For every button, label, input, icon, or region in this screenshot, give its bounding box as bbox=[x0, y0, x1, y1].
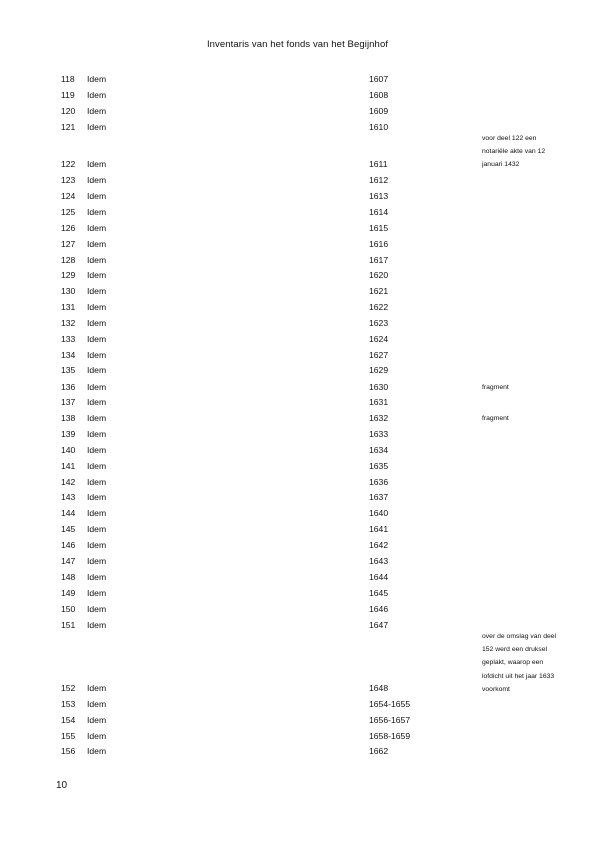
inventory-description: Idem bbox=[87, 524, 107, 534]
inventory-description: Idem bbox=[87, 397, 107, 407]
inventory-year: 1643 bbox=[369, 556, 389, 566]
inventory-number: 134 bbox=[61, 350, 76, 360]
inventory-description: Idem bbox=[87, 223, 107, 233]
inventory-year: 1630 bbox=[369, 382, 389, 392]
page-number: 10 bbox=[56, 780, 68, 791]
inventory-year: 1644 bbox=[369, 572, 389, 582]
inventory-year: 1629 bbox=[369, 365, 389, 375]
inventory-description: Idem bbox=[87, 492, 107, 502]
note-line: lofdicht uit het jaar 1633 bbox=[482, 672, 555, 680]
note-line: notariële akte van 12 bbox=[482, 148, 546, 156]
note-152 bbox=[482, 630, 582, 696]
inventory-description: Idem bbox=[87, 508, 107, 518]
inventory-number: 153 bbox=[61, 699, 76, 709]
inventory-description: Idem bbox=[87, 731, 107, 741]
inventory-row bbox=[0, 490, 595, 504]
inventory-row bbox=[0, 104, 595, 118]
inventory-row bbox=[0, 522, 595, 536]
note-136 bbox=[482, 381, 582, 394]
inventory-number: 122 bbox=[61, 159, 76, 169]
inventory-description: Idem bbox=[87, 207, 107, 217]
inventory-description: Idem bbox=[87, 683, 107, 693]
inventory-year: 1648 bbox=[369, 683, 389, 693]
inventory-year: 1612 bbox=[369, 175, 389, 185]
inventory-year: 1621 bbox=[369, 286, 389, 296]
inventory-row bbox=[0, 348, 595, 362]
inventory-row bbox=[0, 237, 595, 251]
inventory-description: Idem bbox=[87, 746, 107, 756]
inventory-description: Idem bbox=[87, 334, 107, 344]
inventory-description: Idem bbox=[87, 270, 107, 280]
note-122 bbox=[482, 132, 582, 172]
inventory-number: 120 bbox=[61, 106, 76, 116]
inventory-number: 121 bbox=[61, 122, 76, 132]
inventory-year: 1646 bbox=[369, 604, 389, 614]
page-title: Inventaris van het fonds van het Begijnhof bbox=[206, 39, 389, 50]
inventory-row bbox=[0, 173, 595, 187]
note-line: voorkomt bbox=[482, 685, 510, 693]
inventory-number: 143 bbox=[61, 492, 76, 502]
inventory-description: Idem bbox=[87, 445, 107, 455]
inventory-row bbox=[0, 205, 595, 219]
inventory-year: 1623 bbox=[369, 318, 389, 328]
inventory-row bbox=[0, 284, 595, 298]
inventory-year: 1633 bbox=[369, 429, 389, 439]
inventory-description: Idem bbox=[87, 90, 107, 100]
inventory-year: 1620 bbox=[369, 270, 389, 280]
inventory-year: 1632 bbox=[369, 413, 389, 423]
inventory-row bbox=[0, 316, 595, 330]
inventory-description: Idem bbox=[87, 699, 107, 709]
inventory-year: 1617 bbox=[369, 255, 389, 265]
note-138 bbox=[482, 412, 582, 425]
inventory-year: 1607 bbox=[369, 74, 389, 84]
inventory-number: 139 bbox=[61, 429, 76, 439]
inventory-description: Idem bbox=[87, 540, 107, 550]
note-line: fragment bbox=[482, 384, 509, 391]
inventory-year: 1636 bbox=[369, 477, 389, 487]
inventory-year: 1616 bbox=[369, 239, 389, 249]
inventory-description: Idem bbox=[87, 461, 107, 471]
inventory-number: 151 bbox=[61, 620, 76, 630]
inventory-number: 129 bbox=[61, 270, 76, 280]
inventory-number: 142 bbox=[61, 477, 76, 487]
inventory-row bbox=[0, 570, 595, 584]
note-line: geplakt, waarop een bbox=[482, 659, 544, 667]
inventory-year: 1656-1657 bbox=[369, 715, 411, 725]
inventory-number: 146 bbox=[61, 540, 76, 550]
inventory-number: 133 bbox=[61, 334, 76, 344]
inventory-row bbox=[0, 88, 595, 102]
inventory-description: Idem bbox=[87, 159, 107, 169]
inventory-year: 1608 bbox=[369, 90, 389, 100]
inventory-year: 1631 bbox=[369, 397, 389, 407]
inventory-row bbox=[0, 744, 595, 758]
inventory-row bbox=[0, 729, 595, 743]
inventory-description: Idem bbox=[87, 239, 107, 249]
inventory-description: Idem bbox=[87, 429, 107, 439]
inventory-year: 1634 bbox=[369, 445, 389, 455]
inventory-number: 130 bbox=[61, 286, 76, 296]
inventory-number: 136 bbox=[61, 382, 76, 392]
inventory-row bbox=[0, 253, 595, 267]
inventory-year: 1613 bbox=[369, 191, 389, 201]
inventory-row bbox=[0, 189, 595, 203]
inventory-year: 1622 bbox=[369, 302, 389, 312]
inventory-number: 126 bbox=[61, 223, 76, 233]
inventory-year: 1615 bbox=[369, 223, 389, 233]
inventory-row bbox=[0, 538, 595, 552]
inventory-year: 1641 bbox=[369, 524, 389, 534]
inventory-description: Idem bbox=[87, 620, 107, 630]
inventory-description: Idem bbox=[87, 556, 107, 566]
inventory-row bbox=[0, 586, 595, 600]
inventory-description: Idem bbox=[87, 715, 107, 725]
inventory-description: Idem bbox=[87, 477, 107, 487]
inventory-number: 147 bbox=[61, 556, 76, 566]
inventory-description: Idem bbox=[87, 302, 107, 312]
inventory-number: 138 bbox=[61, 413, 76, 423]
inventory-description: Idem bbox=[87, 175, 107, 185]
inventory-number: 118 bbox=[61, 74, 75, 84]
inventory-description: Idem bbox=[87, 122, 107, 132]
inventory-year: 1609 bbox=[369, 106, 389, 116]
inventory-number: 131 bbox=[61, 302, 76, 312]
inventory-number: 154 bbox=[61, 715, 76, 725]
inventory-year: 1610 bbox=[369, 122, 389, 132]
inventory-number: 152 bbox=[61, 683, 76, 693]
note-line: over de omslag van deel bbox=[482, 633, 557, 640]
inventory-number: 125 bbox=[61, 207, 76, 217]
inventory-row bbox=[0, 443, 595, 457]
inventory-number: 148 bbox=[61, 572, 76, 582]
inventory-row bbox=[0, 268, 595, 282]
inventory-year: 1640 bbox=[369, 508, 389, 518]
inventory-year: 1624 bbox=[369, 334, 389, 344]
inventory-number: 140 bbox=[61, 445, 76, 455]
inventory-row bbox=[0, 602, 595, 616]
inventory-number: 144 bbox=[61, 508, 76, 518]
inventory-description: Idem bbox=[87, 365, 107, 375]
inventory-year: 1645 bbox=[369, 588, 389, 598]
note-line: fragment bbox=[482, 415, 509, 422]
note-line: voor deel 122 een bbox=[482, 135, 537, 142]
inventory-number: 145 bbox=[61, 524, 76, 534]
note-line: januari 1432 bbox=[482, 161, 520, 169]
inventory-description: Idem bbox=[87, 74, 107, 84]
inventory-description: Idem bbox=[87, 286, 107, 296]
inventory-number: 141 bbox=[61, 461, 76, 471]
inventory-row bbox=[0, 221, 595, 235]
inventory-number: 150 bbox=[61, 604, 76, 614]
inventory-row bbox=[0, 427, 595, 441]
inventory-row bbox=[0, 697, 595, 711]
inventory-description: Idem bbox=[87, 318, 107, 328]
inventory-year: 1662 bbox=[369, 746, 389, 756]
inventory-row bbox=[0, 332, 595, 346]
inventory-number: 135 bbox=[61, 365, 76, 375]
inventory-number: 132 bbox=[61, 318, 76, 328]
inventory-year: 1642 bbox=[369, 540, 389, 550]
inventory-description: Idem bbox=[87, 572, 107, 582]
inventory-number: 119 bbox=[61, 90, 75, 100]
inventory-description: Idem bbox=[87, 413, 107, 423]
inventory-number: 123 bbox=[61, 175, 76, 185]
inventory-year: 1635 bbox=[369, 461, 389, 471]
inventory-number: 128 bbox=[61, 255, 76, 265]
inventory-year: 1614 bbox=[369, 207, 389, 217]
inventory-row bbox=[0, 475, 595, 489]
inventory-row bbox=[0, 300, 595, 314]
inventory-row bbox=[0, 72, 595, 86]
inventory-row bbox=[0, 713, 595, 727]
inventory-number: 156 bbox=[61, 746, 76, 756]
inventory-description: Idem bbox=[87, 350, 107, 360]
inventory-row bbox=[0, 395, 595, 409]
inventory-description: Idem bbox=[87, 255, 107, 265]
inventory-year: 1647 bbox=[369, 620, 389, 630]
inventory-number: 149 bbox=[61, 588, 76, 598]
inventory-year: 1658-1659 bbox=[369, 731, 411, 741]
inventory-number: 124 bbox=[61, 191, 76, 201]
inventory-description: Idem bbox=[87, 106, 107, 116]
inventory-description: Idem bbox=[87, 191, 107, 201]
inventory-year: 1611 bbox=[369, 159, 388, 169]
inventory-row bbox=[0, 459, 595, 473]
inventory-description: Idem bbox=[87, 382, 107, 392]
inventory-year: 1654-1655 bbox=[369, 699, 411, 709]
note-line: 152 werd een druksel bbox=[482, 646, 547, 654]
inventory-number: 127 bbox=[61, 239, 76, 249]
inventory-row bbox=[0, 554, 595, 568]
inventory-number: 137 bbox=[61, 397, 76, 407]
inventory-description: Idem bbox=[87, 588, 107, 598]
inventory-year: 1637 bbox=[369, 492, 389, 502]
inventory-row bbox=[0, 363, 595, 377]
inventory-description: Idem bbox=[87, 604, 107, 614]
inventory-year: 1627 bbox=[369, 350, 389, 360]
inventory-number: 155 bbox=[61, 731, 76, 741]
inventory-row bbox=[0, 506, 595, 520]
